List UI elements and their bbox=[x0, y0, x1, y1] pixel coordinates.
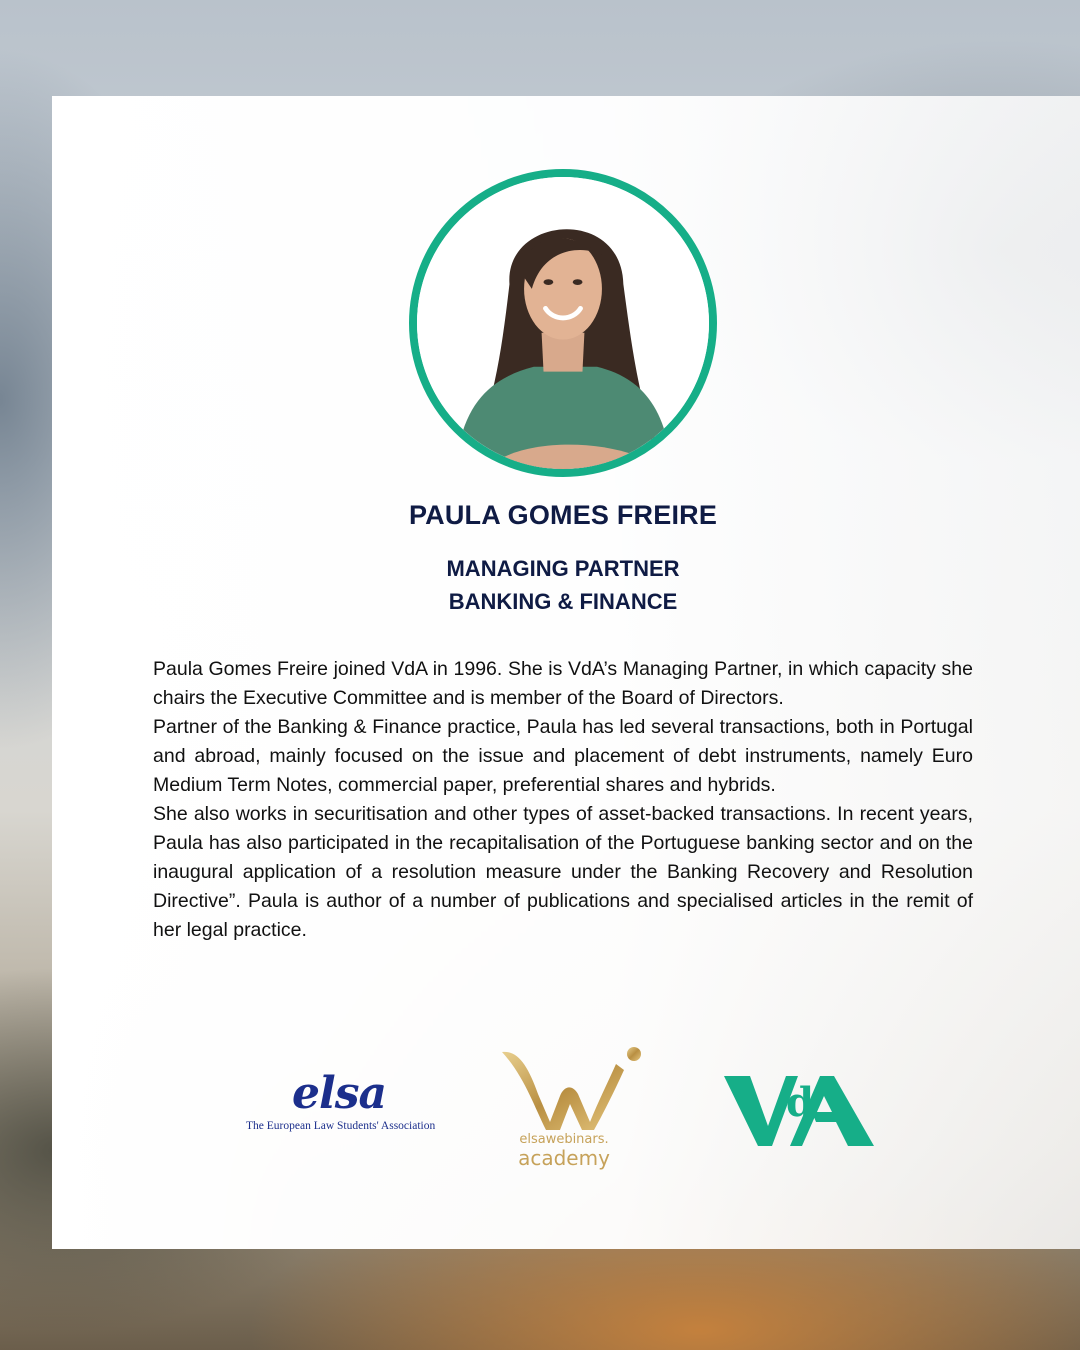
speaker-bio bbox=[153, 655, 973, 945]
academy-text bbox=[498, 1132, 630, 1169]
elsa-webinars-academy-logo bbox=[498, 1046, 658, 1176]
speaker-role bbox=[52, 552, 1074, 618]
bio-paragraph: Partner of the Banking & Finance practice, Paula has led several transactions, both in Portugal and abroad, mainly focused on the issue and placement of debt instruments, namely Euro Medium Term Notes, commercial paper, preferential shares and hybrids. bbox=[153, 716, 973, 796]
academy-w-mark bbox=[498, 1046, 648, 1132]
role-title: MANAGING PARTNER bbox=[446, 556, 680, 581]
portrait-illustration bbox=[417, 177, 709, 469]
elsa-wordmark: elsa bbox=[292, 1068, 386, 1119]
partner-logos bbox=[52, 1036, 1080, 1186]
academy-line1: elsawebinars. bbox=[519, 1132, 609, 1147]
vda-logo bbox=[724, 1072, 876, 1152]
elsa-logo bbox=[246, 1068, 436, 1132]
speaker-name: PAULA GOMES FREIRE bbox=[408, 500, 718, 530]
profile-card bbox=[52, 96, 1080, 1249]
vda-wordmark-mark bbox=[724, 1072, 876, 1152]
svg-text:d: d bbox=[786, 1079, 814, 1126]
elsa-subtitle: The European Law Students' Association bbox=[246, 1120, 436, 1132]
role-practice: BANKING & FINANCE bbox=[448, 589, 678, 614]
bio-paragraph: She also works in securitisation and other types of asset-backed transactions. In recent years, Paula has also participated in the recapitalisation of the Portuguese banking sector and on the inaugural application of a resolution measure under the Banking Recovery and Resolution Directive”. Paula is author of a number of publications and specialised articles in the remit of her legal practice. bbox=[153, 803, 973, 941]
academy-line2: academy bbox=[518, 1146, 610, 1170]
speaker-photo bbox=[409, 169, 717, 477]
bio-paragraph: Paula Gomes Freire joined VdA in 1996. She is VdA’s Managing Partner, in which capacity she chairs the Executive Committee and is member of the Board of Directors. bbox=[153, 658, 973, 709]
